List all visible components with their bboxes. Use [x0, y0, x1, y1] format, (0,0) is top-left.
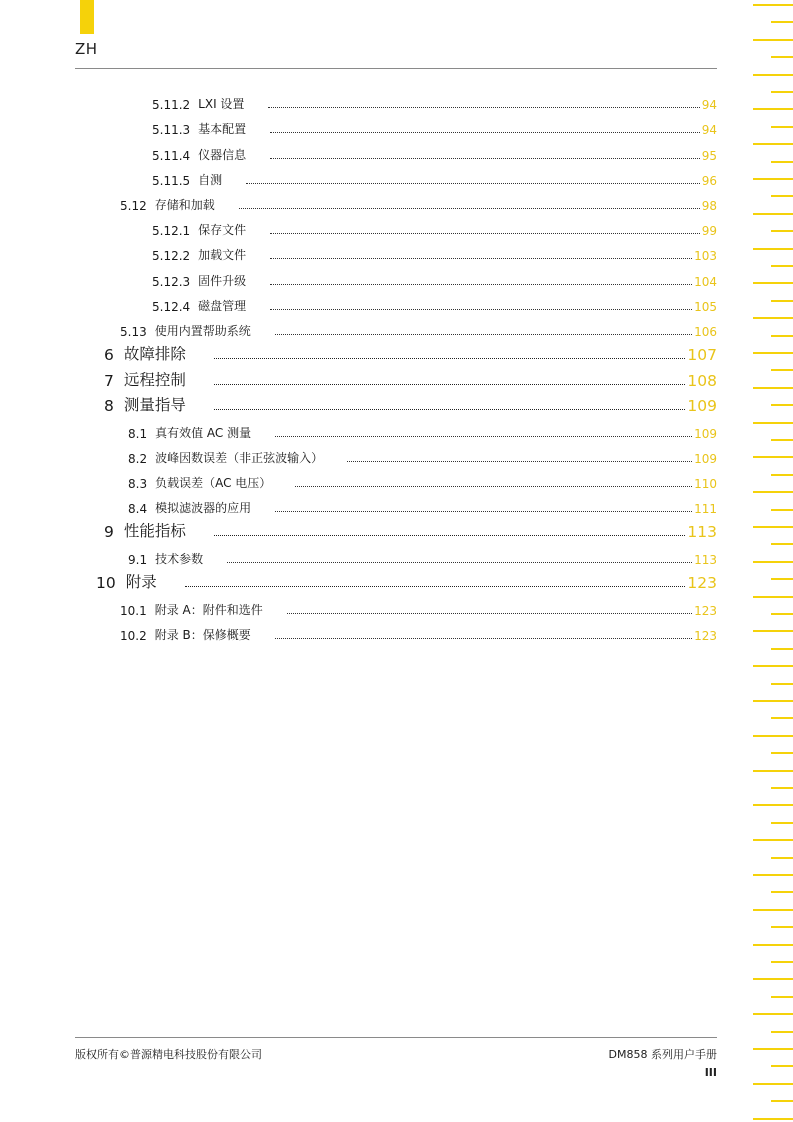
toc-entry-number: 10.1	[120, 604, 147, 618]
toc-entry[interactable]	[120, 319, 717, 339]
toc-entry-number: 10	[96, 574, 116, 592]
toc-entry-title: 自测	[198, 173, 223, 187]
toc-entry[interactable]	[128, 547, 717, 567]
copyright-text: 版权所有©普源精电科技股份有限公司	[75, 1048, 262, 1061]
toc-leader-dots	[275, 436, 692, 437]
toc-entry-page: 96	[701, 174, 717, 188]
toc-entry[interactable]	[152, 243, 717, 263]
toc-entry-number: 10.2	[120, 629, 147, 643]
toc-entry-page: 107	[687, 346, 717, 364]
toc-entry-page: 98	[701, 199, 717, 213]
toc-entry-title: 负载误差（AC 电压）	[155, 476, 272, 490]
toc-entry-page: 109	[694, 452, 717, 466]
toc-entry[interactable]	[152, 294, 717, 314]
toc-entry-title: 附录 B：保修概要	[154, 628, 251, 642]
toc-entry-page: 110	[694, 477, 717, 491]
toc-entry[interactable]	[128, 471, 717, 491]
toc-leader-dots	[214, 535, 686, 536]
toc-entry-number: 5.11.5	[152, 174, 191, 188]
toc-leader-dots	[214, 384, 686, 385]
toc-entry-number: 8.2	[128, 452, 148, 466]
toc-entry[interactable]	[120, 623, 717, 643]
toc-leader-dots	[275, 638, 692, 639]
toc-entry-page: 111	[694, 502, 717, 516]
manual-title: DM858 系列用户手册	[608, 1048, 717, 1061]
toc-leader-dots	[239, 208, 700, 209]
toc-entry-number: 5.12.3	[152, 275, 191, 289]
toc-entry-page: 105	[694, 300, 717, 314]
toc-entry-number: 8.4	[128, 502, 148, 516]
toc-entry-number: 5.13	[120, 325, 147, 339]
toc-leader-dots	[287, 613, 692, 614]
toc-entry[interactable]	[152, 92, 717, 112]
toc-entry-title: 保存文件	[198, 223, 247, 237]
toc-leader-dots	[270, 233, 700, 234]
toc-entry-title: 存储和加载	[154, 198, 215, 212]
toc-entry-title: 磁盘管理	[198, 299, 247, 313]
toc-entry[interactable]	[120, 193, 717, 213]
toc-entry-title: 仪器信息	[198, 148, 247, 162]
toc-entry-number: 5.12.4	[152, 300, 191, 314]
toc-entry-page: 95	[701, 149, 717, 163]
toc-entry-page: 113	[687, 523, 717, 541]
toc-leader-dots	[214, 409, 686, 410]
toc-leader-dots	[214, 358, 686, 359]
toc-entry[interactable]	[104, 344, 717, 364]
toc-entry-title: 模拟滤波器的应用	[155, 501, 252, 515]
toc-entry-number: 5.12.2	[152, 249, 191, 263]
toc-entry-title: 加载文件	[198, 248, 247, 262]
toc-entry[interactable]	[152, 117, 717, 137]
toc-leader-dots	[270, 158, 700, 159]
toc-entry-title: 附录 A：附件和选件	[154, 603, 263, 617]
toc-leader-dots	[270, 284, 692, 285]
toc-entry-title: 基本配置	[198, 122, 247, 136]
toc-entry-title: 技术参数	[155, 552, 204, 566]
footer-divider	[75, 1037, 717, 1038]
language-label: ZH	[75, 40, 98, 58]
toc-leader-dots	[227, 562, 692, 563]
toc-entry-title: 远程控制	[123, 371, 186, 389]
toc-entry-number: 8.1	[128, 427, 148, 441]
toc-entry[interactable]	[104, 370, 717, 390]
toc-entry-number: 5.12	[120, 199, 147, 213]
toc-leader-dots	[246, 183, 700, 184]
toc-entry[interactable]	[152, 269, 717, 289]
toc-leader-dots	[347, 461, 692, 462]
toc-entry-number: 5.11.2	[152, 98, 191, 112]
toc-entry-title: 附录	[125, 573, 157, 591]
toc-entry-title: 真有效值 AC 测量	[155, 426, 252, 440]
toc-entry-title: 波峰因数误差（非正弦波输入）	[155, 451, 324, 465]
toc-leader-dots	[275, 511, 692, 512]
toc-entry[interactable]	[104, 521, 717, 541]
toc-entry[interactable]	[96, 572, 717, 592]
toc-entry-number: 5.11.4	[152, 149, 191, 163]
toc-entry[interactable]	[128, 496, 717, 516]
toc-leader-dots	[270, 258, 692, 259]
toc-leader-dots	[185, 586, 686, 587]
toc-entry-title: 性能指标	[123, 522, 186, 540]
toc-entry[interactable]	[128, 446, 717, 466]
toc-entry[interactable]	[120, 598, 717, 618]
toc-entry-page: 103	[694, 249, 717, 263]
toc-entry-title: 固件升级	[198, 274, 247, 288]
toc-entry-number: 8	[104, 397, 114, 415]
toc-entry-page: 94	[701, 123, 717, 137]
toc-entry-page: 109	[687, 397, 717, 415]
toc-entry-number: 8.3	[128, 477, 148, 491]
toc-entry-number: 9.1	[128, 553, 148, 567]
toc-entry-page: 99	[701, 224, 717, 238]
toc-entry-page: 108	[687, 372, 717, 390]
toc-leader-dots	[275, 334, 692, 335]
toc-entry-number: 5.12.1	[152, 224, 191, 238]
toc-entry-page: 123	[694, 629, 717, 643]
toc-leader-dots	[270, 132, 700, 133]
page-number: III	[704, 1066, 717, 1079]
toc-entry-page: 94	[701, 98, 717, 112]
toc-entry-page: 123	[687, 574, 717, 592]
toc-entry[interactable]	[152, 218, 717, 238]
toc-entry[interactable]	[152, 143, 717, 163]
toc-leader-dots	[268, 107, 699, 108]
toc-entry[interactable]	[152, 168, 717, 188]
toc-leader-dots	[295, 486, 692, 487]
toc-entry-title: 故障排除	[123, 345, 186, 363]
toc-entry[interactable]	[104, 395, 717, 415]
toc-entry-page: 104	[694, 275, 717, 289]
toc-entry-page: 113	[694, 553, 717, 567]
toc-entry-page: 123	[694, 604, 717, 618]
toc-entry-number: 5.11.3	[152, 123, 191, 137]
toc-entry[interactable]	[128, 421, 717, 441]
toc-leader-dots	[270, 309, 692, 310]
toc-entry-number: 9	[104, 523, 114, 541]
toc-entry-number: 7	[104, 372, 114, 390]
toc-entry-title: LXI 设置	[198, 97, 245, 111]
toc-entry-page: 106	[694, 325, 717, 339]
toc-entry-number: 6	[104, 346, 114, 364]
toc-entry-title: 测量指导	[123, 396, 186, 414]
toc-entry-title: 使用内置帮助系统	[154, 324, 251, 338]
toc-entry-page: 109	[694, 427, 717, 441]
